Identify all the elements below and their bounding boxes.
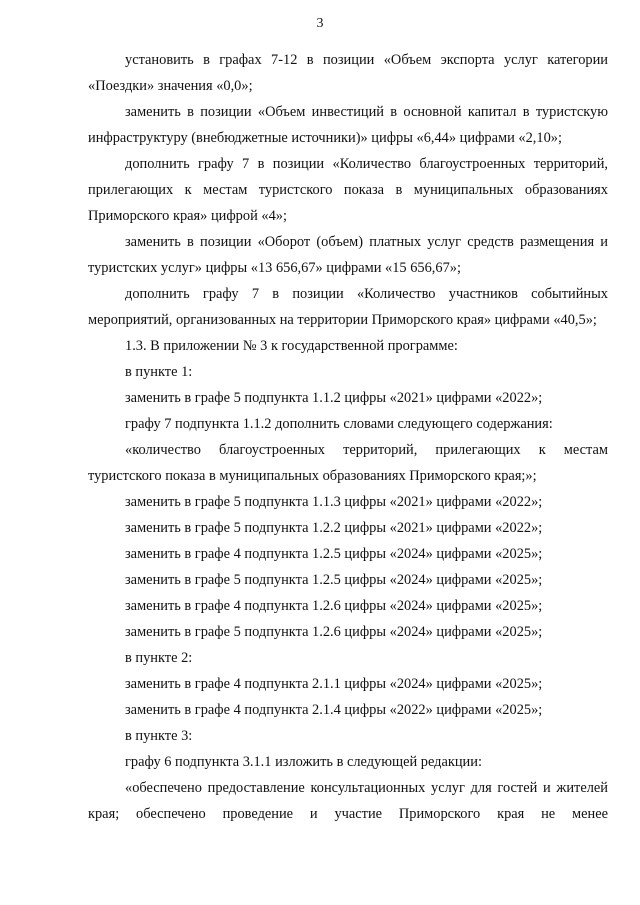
page-number: 3 [316, 16, 324, 31]
paragraph-4: заменить в позиции «Оборот (объем) платных услуг средств размещения и туристских услуг» цифры «13 656,67» цифрами «15 656,67»; [88, 234, 608, 276]
paragraph-3: дополнить графу 7 в позиции «Количество благоустроенных территорий, прилегающих к местам туристского показа в муниципальных образованиях Приморского края» цифрой «4»; [88, 156, 608, 224]
paragraph-15: заменить в графе 4 подпункта 1.2.6 цифры «2024» цифрами «2025»; [125, 598, 543, 614]
paragraph-6: 1.3. В приложении № 3 к государственной программе: [125, 338, 458, 354]
paragraph-5: дополнить графу 7 в позиции «Количество участников событийных мероприятий, организованных на территории Приморского края» цифрами «40,5»; [88, 286, 608, 328]
paragraph-20: в пункте 3: [125, 728, 193, 744]
paragraph-22: «обеспечено предоставление консультационных услуг для гостей и жителей края; обеспечено проведение и участие Приморского края не менее [88, 780, 608, 822]
paragraph-13: заменить в графе 4 подпункта 1.2.5 цифры «2024» цифрами «2025»; [125, 546, 543, 562]
paragraph-2: заменить в позиции «Объем инвестиций в основной капитал в туристскую инфраструктуру (внебюджетные источники)» цифры «6,44» цифрами «2,10»; [88, 104, 608, 146]
paragraph-14: заменить в графе 5 подпункта 1.2.5 цифры «2024» цифрами «2025»; [125, 572, 543, 588]
paragraph-21: графу 6 подпункта 3.1.1 изложить в следующей редакции: [125, 754, 482, 770]
paragraph-18: заменить в графе 4 подпункта 2.1.1 цифры «2024» цифрами «2025»; [125, 676, 543, 692]
paragraph-8: заменить в графе 5 подпункта 1.1.2 цифры «2021» цифрами «2022»; [125, 390, 543, 406]
paragraph-7: в пункте 1: [125, 364, 193, 380]
paragraph-12: заменить в графе 5 подпункта 1.2.2 цифры «2021» цифрами «2022»; [125, 520, 543, 536]
paragraph-19: заменить в графе 4 подпункта 2.1.4 цифры «2022» цифрами «2025»; [125, 702, 543, 718]
paragraph-9: графу 7 подпункта 1.1.2 дополнить словами следующего содержания: [125, 416, 553, 432]
paragraph-1: установить в графах 7-12 в позиции «Объем экспорта услуг категории «Поездки» значения «0,0»; [88, 52, 608, 94]
document-body [88, 47, 608, 827]
paragraph-17: в пункте 2: [125, 650, 193, 666]
paragraph-16: заменить в графе 5 подпункта 1.2.6 цифры «2024» цифрами «2025»; [125, 624, 543, 640]
paragraph-10: «количество благоустроенных территорий, прилегающих к местам туристского показа в муниципальных образованиях Приморского края;»; [88, 442, 608, 484]
paragraph-11: заменить в графе 5 подпункта 1.1.3 цифры «2021» цифрами «2022»; [125, 494, 543, 510]
